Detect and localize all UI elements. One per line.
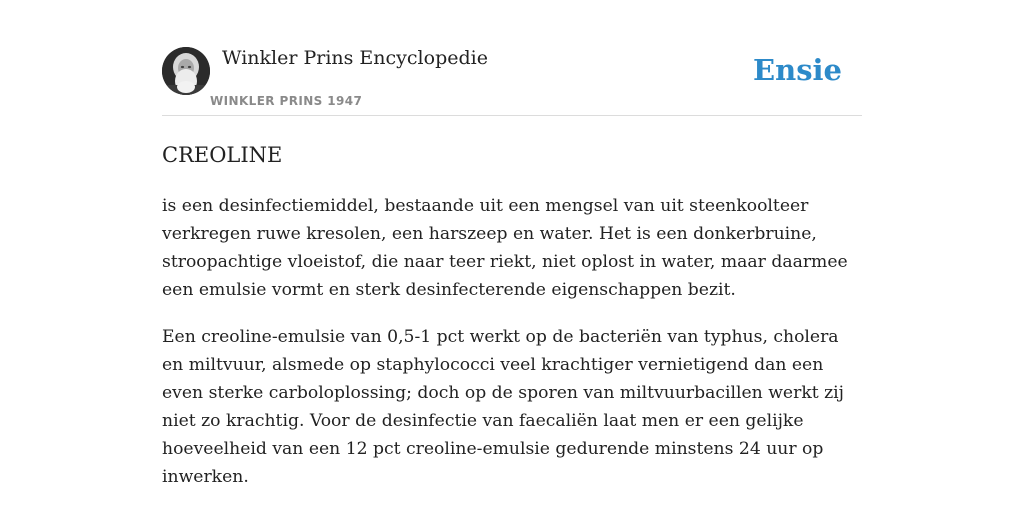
source-title[interactable]: Winkler Prins Encyclopedie [222, 47, 488, 69]
article-headword: CREOLINE [162, 143, 283, 167]
source-tag: WINKLER PRINS 1947 [210, 94, 363, 108]
header-divider [162, 115, 862, 116]
article-paragraph: Een creoline-emulsie van 0,5-1 pct werkt op de bacteriën van typhus, cholera en miltvuur, alsmede op staphylococci veel krachtiger vernietigend dan een even sterke carboloplossing; doch op de sporen van miltvuurbacillen werkt zij niet zo krachtig. Voor de desinfectie van faecaliën laat men er een gelijke hoeveelheid van een 12 pct creoline-emulsie gedurende minstens 24 uur op inwerken. [162, 327, 844, 487]
portrait-avatar-icon[interactable] [162, 47, 210, 95]
brand-logo[interactable]: Ensie [753, 53, 842, 87]
article-paragraph: is een desinfectiemiddel, bestaande uit een mengsel van uit steenkoolteer verkregen ruwe kresolen, een harszeep en water. Het is een donkerbruine, stroopachtige vloeistof, die naar teer riekt, niet oplost in water, maar daarmee een emulsie vormt en sterk desinfecterende eigenschappen bezit. [162, 196, 848, 300]
